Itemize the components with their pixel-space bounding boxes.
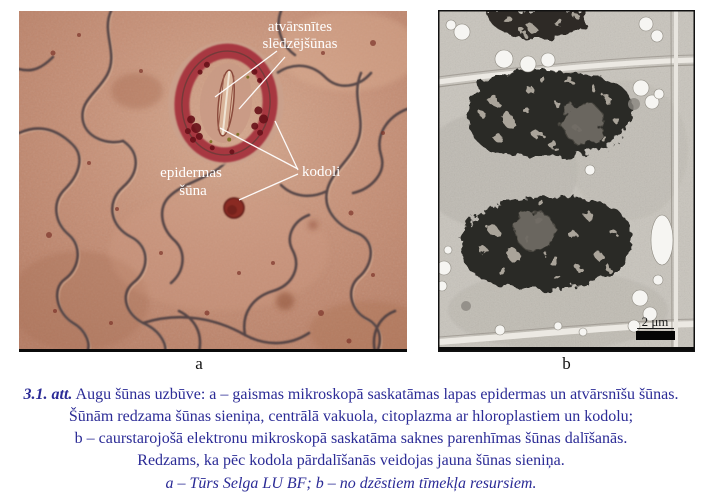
gray-organelle (628, 98, 640, 110)
caption-line-3: b – caurstarojošā elektronu mikroskopā saskatāma saknes parenhīmas šūnas dalīšanās. (74, 430, 628, 447)
panel-b-image (438, 10, 695, 352)
panel-b-electron-micrograph (438, 10, 695, 352)
panel-a-light-micrograph (19, 11, 407, 352)
middle-nucleus (468, 70, 633, 158)
middle-nucleolus (562, 102, 604, 144)
label-epidermal-cell-line2: šūna (179, 183, 207, 199)
panel-a-image (19, 11, 407, 352)
caption-line-1-text: Augu šūnas uzbūve: a – gaismas mikroskopā saskatāmas lapas epidermas un atvārsnīšu šūnas. (75, 386, 679, 403)
caption-line-4: Redzams, ka pēc kodola pārdalīšanās veidojas jauna šūnas sieniņa. (137, 452, 565, 469)
panel-a-letter: a (195, 354, 203, 373)
label-guard-cells-line1: atvārsnītes (267, 19, 333, 35)
epidermal-nucleus (224, 198, 244, 218)
label-epidermal-cell-line1: epidermas (160, 165, 222, 181)
panel-b-letter: b (562, 354, 571, 373)
label-nuclei: kodoli (302, 164, 341, 180)
caption-line-1 (0, 384, 702, 406)
scale-bar-label: 2 μm (641, 314, 669, 329)
panel-a-bottom-border (19, 349, 407, 352)
figure-number: 3.1. att. (23, 386, 73, 403)
caption-line-2: Šūnām redzama šūnas sieniņa, centrālā vakuola, citoplazma ar hloroplastiem un kodolu; (68, 408, 634, 425)
gray-organelle-2 (461, 301, 471, 311)
caption-credits: a – Tūrs Selga LU BF; b – no dzēstiem tīmekļa resursiem. (165, 475, 537, 492)
bottom-nucleolus (515, 211, 555, 251)
figure-caption (0, 384, 702, 495)
label-guard-cells-line2: slēdzējšūnas (262, 36, 338, 52)
